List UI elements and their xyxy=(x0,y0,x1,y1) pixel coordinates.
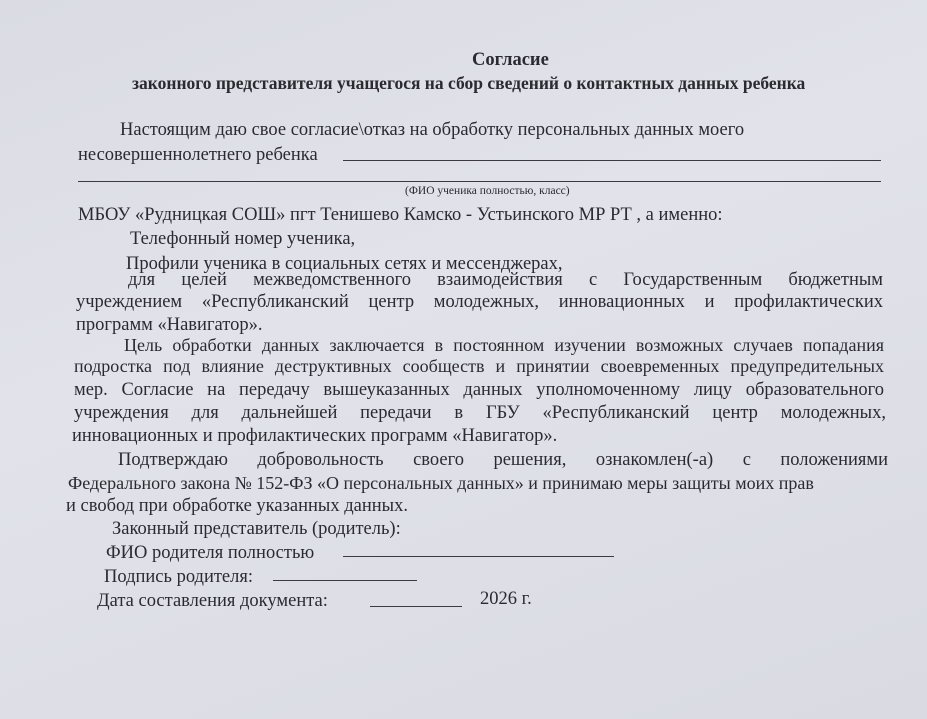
parent-signature-label: Подпись родителя: xyxy=(104,567,254,587)
representative-label: Законный представитель (родитель): xyxy=(112,519,401,539)
purpose-line-3: программ «Навигатор». xyxy=(76,315,263,335)
parent-signature-field[interactable] xyxy=(273,580,417,581)
child-name-field-line-2[interactable] xyxy=(78,181,881,182)
confirm-line-2: Федерального закона № 152-ФЗ «О персональных данных» и принимаю меры защиты моих прав xyxy=(68,473,814,493)
goal-line-2: подростка под влияние деструктивных сообществ и принятии своевременных предупредительных xyxy=(74,356,884,376)
confirm-line-1: Подтверждаю добровольность своего решения, ознакомлен(-а) с положениями xyxy=(118,450,888,470)
goal-line-5: инновационных и профилактических программ «Навигатор». xyxy=(72,426,558,446)
child-name-field[interactable] xyxy=(343,160,881,161)
date-label: Дата составления документа: xyxy=(97,591,328,611)
goal-line-1: Цель обработки данных заключается в постоянном изучении возможных случаев попадания xyxy=(124,335,884,355)
date-field[interactable] xyxy=(370,606,462,607)
document-subtitle: законного представителя учащегося на сбор сведений о контактных данных ребенка xyxy=(132,73,806,93)
goal-line-4: учреждения для дальнейшей передачи в ГБУ «Республиканский центр молодежных, xyxy=(74,403,886,423)
purpose-line-2: учреждением «Республиканский центр молодежных, инновационных и профилактических xyxy=(76,292,883,312)
confirm-line-3: и свобод при обработке указанных данных. xyxy=(66,496,408,516)
child-name-caption: (ФИО ученика полностью, класс) xyxy=(405,185,570,197)
intro-line-2: несовершеннолетнего ребенка xyxy=(78,145,318,165)
intro-line-1: Настоящим даю свое согласие\отказ на обработку персональных данных моего xyxy=(120,120,745,140)
purpose-line-1: для целей межведомственного взаимодействия с Государственным бюджетным xyxy=(128,270,883,290)
date-year: 2026 г. xyxy=(480,589,532,609)
organization-line: МБОУ «Рудницкая СОШ» пгт Тенишево Камско - Устьинского МР РТ , а именно: xyxy=(78,205,723,225)
document-title: Согласие xyxy=(472,50,549,70)
item-profiles: Профили ученика в социальных сетях и мессенджерах, xyxy=(126,254,563,274)
goal-line-3: мер. Согласие на передачу вышеуказанных данных уполномоченному лицу образовательного xyxy=(74,380,884,400)
parent-name-field[interactable] xyxy=(343,556,614,557)
item-phone: Телефонный номер ученика, xyxy=(130,229,356,249)
parent-name-label: ФИО родителя полностью xyxy=(106,543,315,563)
